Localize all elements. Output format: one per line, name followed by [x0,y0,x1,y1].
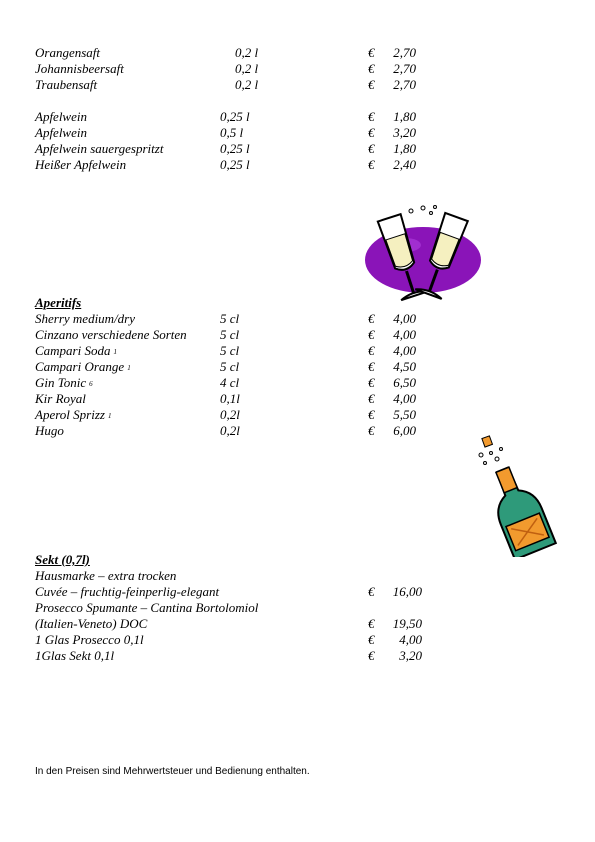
juice-size: 0,2 l [235,77,259,92]
juice-name: Orangensaft [35,45,100,60]
apfelwein-price: 1,80 [393,109,416,124]
aperitif-name: Hugo [35,423,64,438]
currency-symbol: € [368,359,375,374]
aperitif-price: 4,50 [393,359,416,374]
currency-symbol: € [368,375,375,390]
currency-symbol: € [368,343,375,358]
aperitif-size: 0,2l [220,423,240,438]
sekt-name: Cuvée – fruchtig-feinperlig-elegant [35,584,220,599]
currency-symbol: € [368,125,375,140]
apfelwein-name: Apfelwein [35,109,87,124]
currency-symbol: € [368,584,375,599]
aperitif-name: Sherry medium/dry [35,311,136,326]
aperitif-name: Kir Royal [35,391,86,406]
juice-price: 2,70 [393,77,416,92]
apfelwein-size: 0,25 l [220,141,250,156]
aperitif-size: 0,2l [220,407,240,422]
currency-symbol: € [368,407,375,422]
currency-symbol: € [368,327,375,342]
currency-symbol: € [368,632,375,647]
aperitif-price: 5,50 [393,407,416,422]
apfelwein-name: Heißer Apfelwein [35,157,127,172]
apfelwein-name: Apfelwein sauergespritzt [35,141,164,156]
aperitif-size: 5 cl [220,311,240,326]
aperitifs-heading: Aperitifs [35,295,82,310]
aperitif-price: 4,00 [393,343,416,358]
currency-symbol: € [368,157,375,172]
champagne-bottle-icon [473,435,563,557]
sekt-name: 1 Glas Prosecco 0,1l [35,632,144,647]
aperitif-size: 0,1l [220,391,240,406]
currency-symbol: € [368,648,375,663]
aperitif-name: Gin Tonic 6 [35,375,93,390]
juice-size: 0,2 l [235,61,259,76]
sekt-price: 4,00 [399,632,422,647]
currency-symbol: € [368,141,375,156]
juice-price: 2,70 [393,45,416,60]
currency-symbol: € [368,109,375,124]
aperitif-size: 4 cl [220,375,240,390]
aperitif-name: Aperol Sprizz 1 [35,407,112,422]
apfelwein-size: 0,25 l [220,109,250,124]
apfelwein-name: Apfelwein [35,125,87,140]
juice-name: Johannisbeersaft [35,61,124,76]
apfelwein-price: 3,20 [393,125,416,140]
currency-symbol: € [368,61,375,76]
currency-symbol: € [368,77,375,92]
aperitif-price: 4,00 [393,391,416,406]
sekt-price: 3,20 [399,648,422,663]
juice-name: Traubensaft [35,77,98,92]
aperitif-size: 5 cl [220,359,240,374]
aperitif-size: 5 cl [220,327,240,342]
aperitif-price: 6,50 [393,375,416,390]
sekt-name: 1Glas Sekt 0,1l [35,648,115,663]
champagne-glasses-icon [365,205,487,307]
apfelwein-price: 1,80 [393,141,416,156]
aperitif-price: 4,00 [393,311,416,326]
sekt-name: Prosecco Spumante – Cantina Bortolomiol [35,600,259,615]
currency-symbol: € [368,423,375,438]
aperitif-name: Campari Soda 1 [35,343,117,358]
sekt-name: Hausmarke – extra trocken [35,568,177,583]
sekt-heading: Sekt (0,7l) [35,552,90,567]
currency-symbol: € [368,391,375,406]
aperitif-name: Cinzano verschiedene Sorten [35,327,187,342]
sekt-price: 19,50 [392,616,422,631]
aperitif-size: 5 cl [220,343,240,358]
sekt-price: 16,00 [392,584,422,599]
juice-size: 0,2 l [235,45,259,60]
footer-note: In den Preisen sind Mehrwertsteuer und Bedienung enthalten. [35,766,310,777]
currency-symbol: € [368,45,375,60]
aperitif-price: 6,00 [393,423,416,438]
apfelwein-size: 0,25 l [220,157,250,172]
juice-price: 2,70 [393,61,416,76]
sekt-name: (Italien-Veneto) DOC [35,616,148,631]
apfelwein-size: 0,5 l [220,125,244,140]
aperitif-name: Campari Orange 1 [35,359,131,374]
aperitif-price: 4,00 [393,327,416,342]
apfelwein-price: 2,40 [393,157,416,172]
currency-symbol: € [368,616,375,631]
currency-symbol: € [368,311,375,326]
